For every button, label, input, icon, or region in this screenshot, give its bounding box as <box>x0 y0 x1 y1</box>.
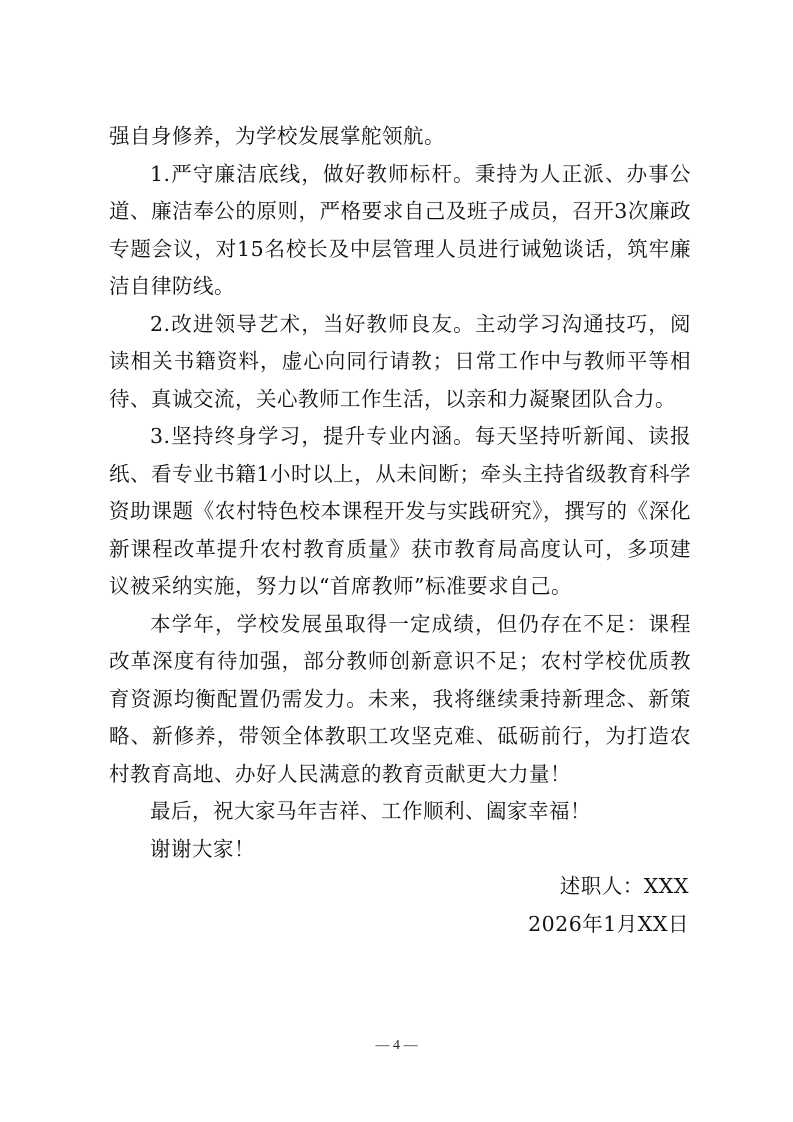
paragraph-summary: 本学年，学校发展虽取得一定成绩，但仍存在不足：课程改革深度有待加强，部分教师创新意识不足；农村学校优质教育资源均衡配置仍需发力。未来，我将继续秉持新理念、新策略、新修养，带领全体教职工攻坚克难、砥砺前行，为打造农村教育高地、办好人民满意的教育贡献更大力量！ <box>109 611 691 786</box>
paragraph-continuation: 强自身修养，为学校发展掌舵领航。 <box>109 124 445 148</box>
document-body <box>109 118 691 943</box>
paragraph-wishes: 最后，祝大家马年吉祥、工作顺利、阖家幸福！ <box>150 799 591 823</box>
paragraph-leadership: 2.改进领导艺术，当好教师良友。主动学习沟通技巧，阅读相关书籍资料，虚心向同行请教；日常工作中与教师平等相待、真诚交流，关心教师工作生活，以亲和力凝聚团队合力。 <box>109 311 691 411</box>
paragraph-integrity: 1.严守廉洁底线，做好教师标杆。秉持为人正派、办事公道、廉洁奉公的原则，严格要求自己及班子成员，召开3次廉政专题会议，对15名校长及中层管理人员进行诫勉谈话，筑牢廉洁自律防线。 <box>109 161 691 298</box>
signature-date: 2026年1月XX日 <box>528 911 689 936</box>
page-number: — 4 — <box>375 1038 418 1053</box>
paragraph-learning: 3.坚持终身学习，提升专业内涵。每天坚持听新闻、读报纸、看专业书籍1小时以上，从未间断；牵头主持省级教育科学资助课题《农村特色校本课程开发与实践研究》，撰写的《深化新课程改革提升农村教育质量》获市教育局高度认可，多项建议被采纳实施，努力以“首席教师”标准要求自己。 <box>109 424 691 598</box>
signature-presenter: 述职人：XXX <box>559 874 689 898</box>
paragraph-thanks: 谢谢大家！ <box>150 836 255 861</box>
